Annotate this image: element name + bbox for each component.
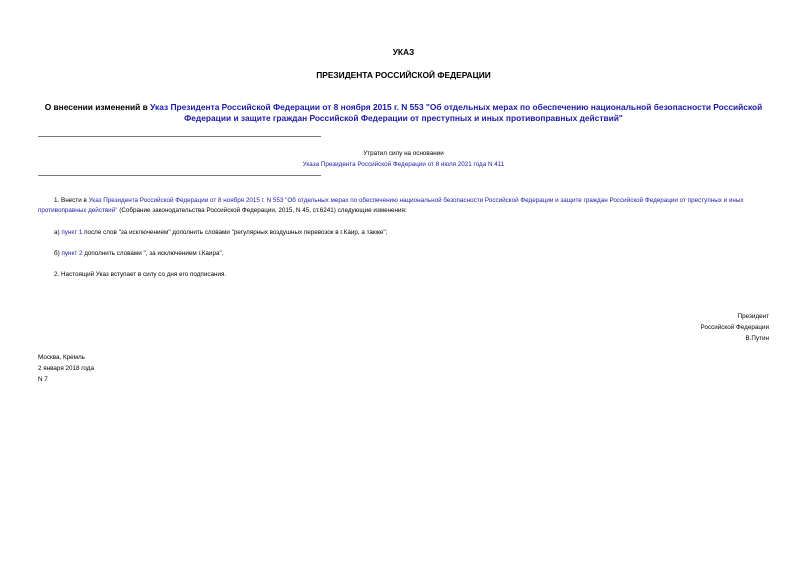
paragraph-1-suffix: (Собрание законодательства Российской Федерации, 2015, N 45, ст.6241) следующие изменения: [117,206,407,214]
issue-date: 2 января 2018 года [38,365,94,372]
paragraph-b-prefix: б) [54,250,62,257]
subject-decree-link[interactable]: Указ Президента Российской Федерации от 8 ноября 2015 г. N 553 "Об отдельных мерах по обеспечению национальной безопасности Российской Федерации и защите граждан Российской Федерации от преступных и иных противоправных действий" [150,102,763,123]
paragraph-b-suffix: дополнить словами ", за исключением г.Каира". [82,250,224,257]
paragraph-1-prefix: 1. Внести в [54,197,89,204]
paragraph-2: 2. Настоящий Указ вступает в силу со дня его подписания. [54,271,227,278]
status-note [280,148,527,170]
repeal-decree-link[interactable]: Указа Президента Российской Федерации от 8 июля 2021 года N 411 [302,161,505,168]
divider-top [38,136,321,137]
status-note-text: Утратил силу на основании [363,150,444,157]
signature-position: Президент [737,313,769,320]
paragraph-a-prefix: а) [54,229,62,236]
signature-name: В.Путин [745,335,769,342]
point-2-link[interactable]: пункт 2 [61,250,83,257]
paragraph-a [54,228,769,238]
document-issuer: ПРЕЗИДЕНТА РОССИЙСКОЙ ФЕДЕРАЦИИ [316,70,491,80]
document-subject [30,102,777,124]
paragraph-1 [38,196,769,215]
divider-bottom [38,175,321,176]
issue-place: Москва, Кремль [38,354,85,361]
point-1-link[interactable]: пункт 1 [61,229,83,236]
paragraph-b [54,249,769,259]
document-type-title: УКАЗ [392,47,415,57]
subject-prefix: О внесении изменений в [44,102,151,112]
issue-details [38,352,238,385]
issue-number: N 7 [38,376,48,383]
paragraph-a-suffix: после слов "за исключением" дополнить словами "регулярных воздушных перевозок в г.Каир, а также"; [82,229,388,236]
signature-country: Российской Федерации [700,324,769,331]
signature-block [569,311,769,344]
paragraph-1-decree-link[interactable]: Указ Президента Российской Федерации от 8 ноября 2015 г. N 553 "Об отдельных мерах по обеспечению национальной безопасности Российской Федерации и защите граждан Российской Федерации от преступных и иных противоправных действий" [38,197,744,214]
